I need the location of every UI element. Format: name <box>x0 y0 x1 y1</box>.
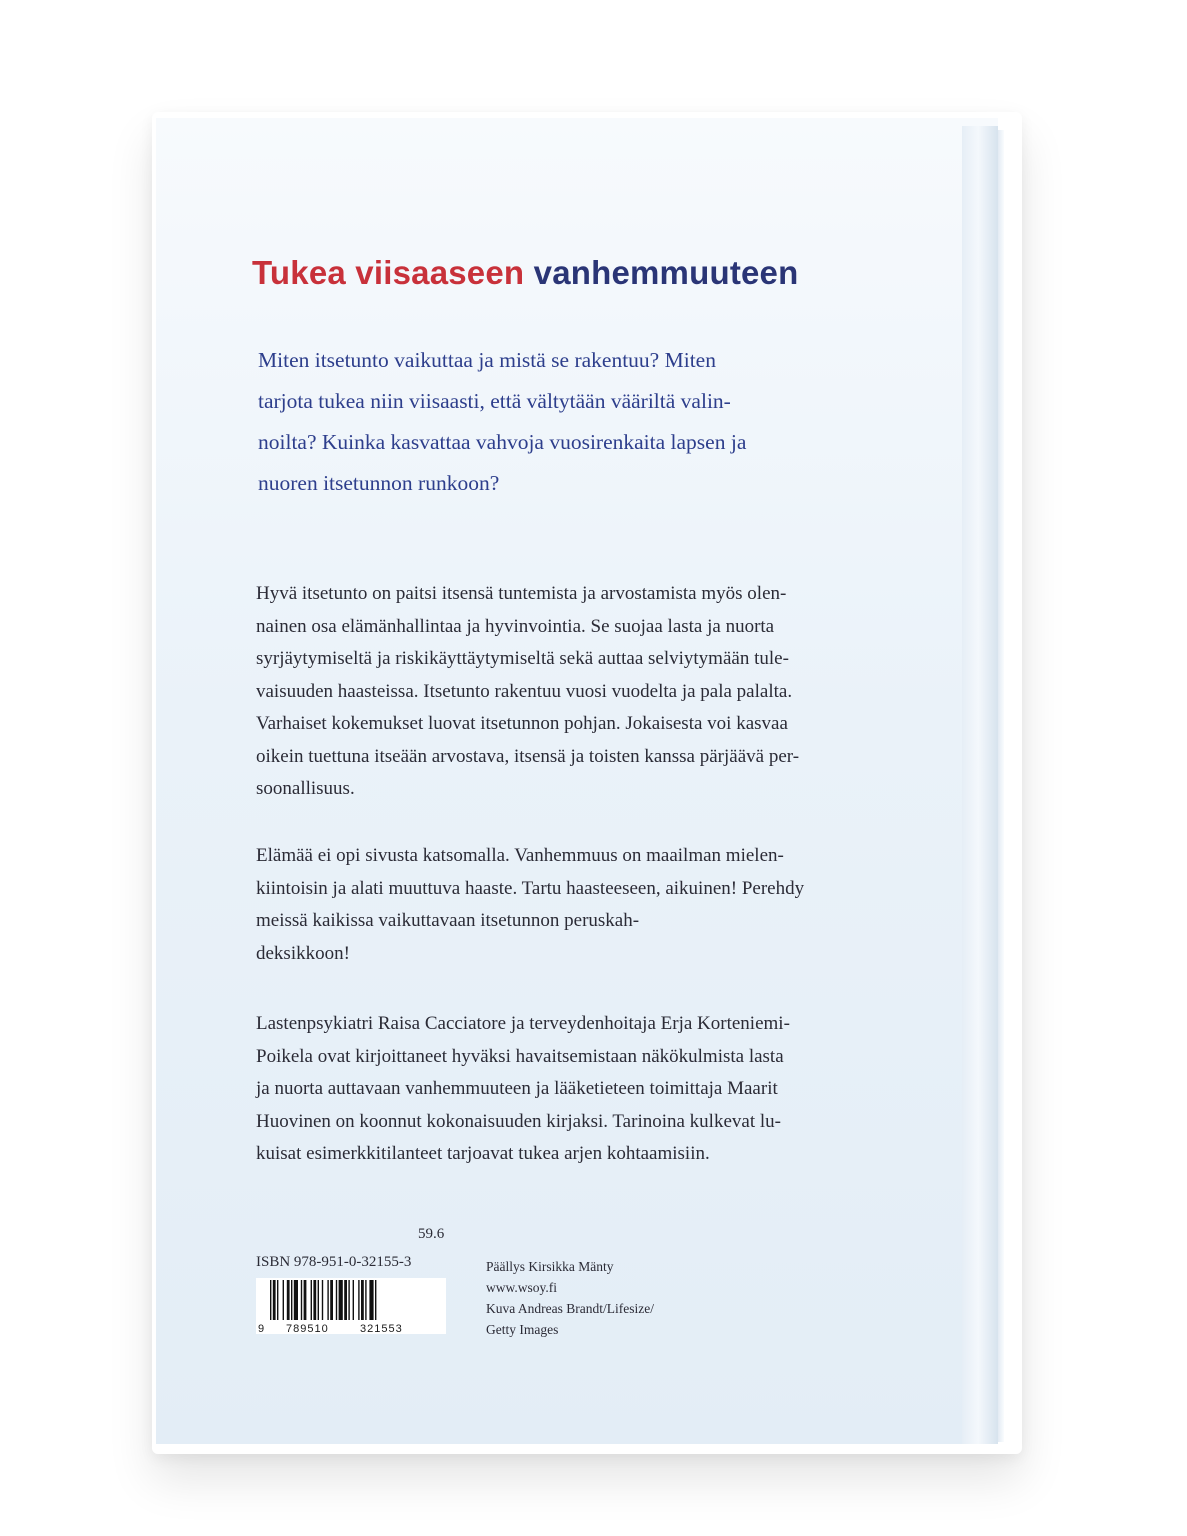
credits-line: Getty Images <box>486 1322 559 1337</box>
lead-line: Miten itsetunto vaikuttaa ja mistä se rakentuu? Miten <box>258 348 716 372</box>
credits-line: Päällys Kirsikka Mänty <box>486 1259 614 1274</box>
paragraph-line: Varhaiset kokemukset luovat itsetunnon pohjan. Jokaisesta voi kasvaa <box>256 713 788 734</box>
barcode-bar <box>353 1280 354 1320</box>
barcode-bar <box>283 1280 284 1320</box>
barcode-bar <box>273 1280 276 1320</box>
barcode-bar <box>361 1280 364 1320</box>
barcode-bar <box>358 1280 359 1320</box>
barcode-bar <box>348 1280 349 1320</box>
paragraph-line: Hyvä itsetunto on paitsi itsensä tuntemista ja arvostamista myös olen- <box>256 583 787 604</box>
paragraph-line: Huovinen on koonnut kokonaisuuden kirjaksi. Tarinoina kulkevat lu- <box>256 1110 781 1132</box>
barcode-bar <box>327 1280 328 1320</box>
paragraph-line: Lastenpsykiatri Raisa Cacciatore ja terveydenhoitaja Erja Korteniemi- <box>256 1013 790 1034</box>
barcode-bar <box>304 1280 307 1320</box>
paragraph-line: soonallisuus. <box>256 778 355 799</box>
paragraph-line: oikein tuettuna itseään arvostava, itsensä ja toisten kanssa pärjäävä per- <box>256 745 800 767</box>
barcode-left-digits: 789510 <box>286 1323 329 1334</box>
body-paragraph-1 <box>256 578 912 806</box>
barcode-bar <box>330 1280 333 1320</box>
paragraph-line: nainen osa elämänhallintaa ja hyvinvointia. Se suojaa lasta ja nuorta <box>256 615 775 637</box>
body-paragraph-2 <box>256 840 912 970</box>
paragraph-line: kuisat esimerkkitilanteet tarjoavat tukea arjen kohtaamisiin. <box>256 1143 710 1164</box>
barcode-bar <box>339 1280 343 1320</box>
barcode-bar <box>322 1280 323 1320</box>
barcode-bar <box>270 1280 271 1320</box>
barcode-bar <box>344 1280 347 1320</box>
lead-line: nuoren itsetunnon runkoon? <box>258 471 500 495</box>
barcode-bar <box>336 1280 337 1320</box>
book-spine <box>962 126 998 1444</box>
barcode-bar <box>294 1280 298 1320</box>
paragraph-line: syrjäytymiseltä ja riskikäyttäytymiseltä sekä auttaa selviytymään tule- <box>256 648 789 669</box>
cover-title <box>252 254 798 292</box>
lead-line: noilta? Kuinka kasvattaa vahvoja vuosirenkaita lapsen ja <box>258 430 747 454</box>
isbn-number: ISBN 978-951-0-32155-3 <box>256 1254 412 1270</box>
barcode-bar <box>313 1280 316 1320</box>
body-paragraph-3 <box>256 1008 912 1171</box>
barcode-bar <box>311 1280 312 1320</box>
barcode-lead-digit: 9 <box>258 1323 265 1334</box>
paragraph-line: deksikkoon! <box>256 942 350 964</box>
barcode-bar <box>287 1280 290 1320</box>
barcode-bar <box>291 1280 292 1320</box>
barcode-bar <box>301 1280 302 1320</box>
paragraph-line: kiintoisin ja alati muuttuva haaste. Tartu haasteeseen, aikuinen! Perehdy <box>256 877 805 899</box>
barcode-bar <box>375 1280 376 1320</box>
barcode <box>256 1278 446 1334</box>
price-code: 59.6 <box>418 1226 445 1242</box>
barcode-bar <box>369 1280 373 1320</box>
barcode-bar <box>365 1280 366 1320</box>
lead-paragraph <box>258 340 818 504</box>
title-red-part: Tukea viisaaseen <box>252 254 525 291</box>
barcode-bar <box>318 1280 319 1320</box>
title-blue-part: vanhemmuuteen <box>533 254 799 291</box>
credits-line: www.wsoy.fi <box>486 1280 557 1295</box>
barcode-background <box>256 1278 446 1334</box>
credits-line: Kuva Andreas Brandt/Lifesize/ <box>486 1301 654 1316</box>
book-spine-edge <box>998 130 1004 1442</box>
paragraph-line: ja nuorta auttavaan vanhemmuuteen ja lääketieteen toimittaja Maarit <box>256 1078 778 1099</box>
barcode-bar <box>277 1280 278 1320</box>
paragraph-line: Poikela ovat kirjoittaneet hyväksi havaitsemistaan näkökulmista lasta <box>256 1045 784 1067</box>
lead-line: tarjota tukea niin viisaasti, että vältytään vääriltä valin- <box>258 389 731 413</box>
paragraph-line: Elämää ei opi sivusta katsomalla. Vanhemmuus on maailman mielen- <box>256 845 784 866</box>
barcode-right-digits: 321553 <box>360 1323 403 1334</box>
cover-credits <box>486 1256 654 1340</box>
paragraph-line: meissä kaikissa vaikuttavaan itsetunnon peruskah- <box>256 910 640 931</box>
paragraph-line: vaisuuden haasteissa. Itsetunto rakentuu vuosi vuodelta ja pala palalta. <box>256 680 793 702</box>
